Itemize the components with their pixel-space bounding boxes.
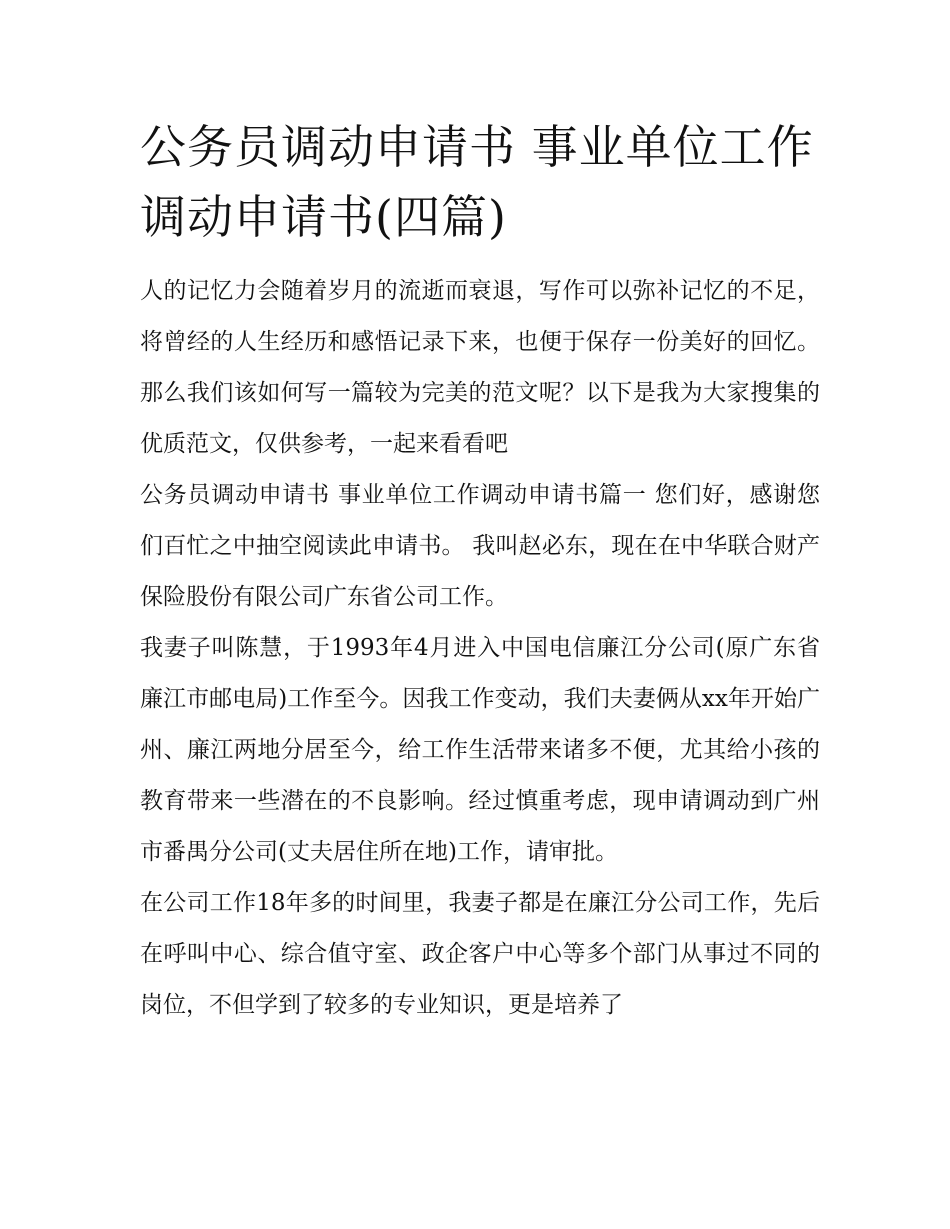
document-page xyxy=(140,112,820,1031)
paragraph-wife-background: 我妻子叫陈慧，于1993年4月进入中国电信廉江分公司(原广东省廉江市邮电局)工作至今。因我工作变动，我们夫妻俩从xx年开始广州、廉江两地分居至今，给工作生活带来诸多不便，尤其给小孩的教育带来一些潜在的不良影响。经过慎重考虑，现申请调动到广州市番禺分公司(丈夫居住所在地)工作，请审批。 xyxy=(140,635,820,865)
document-title: 公务员调动申请书 事业单位工作调动申请书(四篇) xyxy=(140,120,814,244)
paragraph-intro: 人的记忆力会随着岁月的流逝而衰退，写作可以弥补记忆的不足，将曾经的人生经历和感悟记录下来，也便于保存一份美好的回忆。那么我们该如何写一篇较为完美的范文呢？以下是我为大家搜集的优质范文，仅供参考，一起来看看吧 xyxy=(140,278,820,457)
paragraph-letter-opening: 公务员调动申请书 事业单位工作调动申请书篇一 您们好，感谢您们百忙之中抽空阅读此申请书。 我叫赵必东，现在在中华联合财产保险股份有限公司广东省公司工作。 xyxy=(140,482,820,610)
paragraph-work-history: 在公司工作18年多的时间里，我妻子都是在廉江分公司工作，先后在呼叫中心、综合值守室、政企客户中心等多个部门从事过不同的岗位，不但学到了较多的专业知识，更是培养了 xyxy=(140,890,820,1018)
